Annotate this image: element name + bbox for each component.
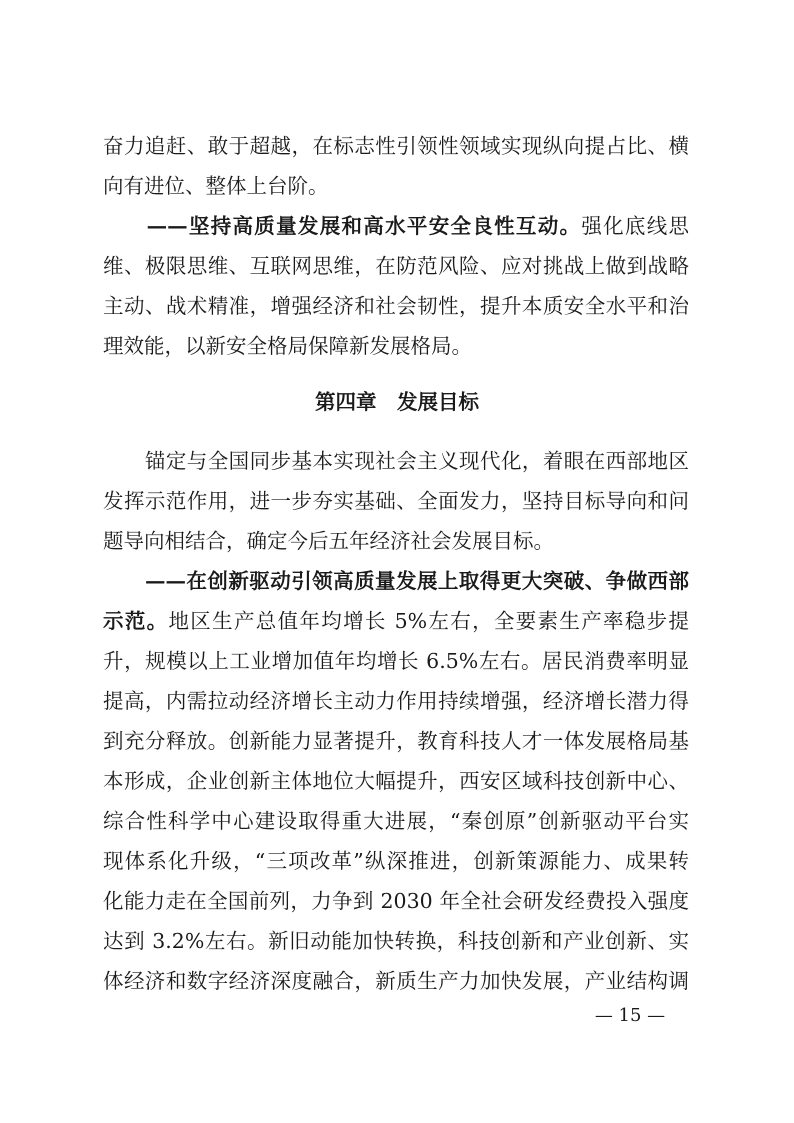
text-line — [103, 566, 689, 596]
chapter-heading: 第四章 发展目标 — [315, 390, 479, 414]
indent — [103, 569, 145, 593]
text-line: 理效能，以新安全格局保障新发展格局。 — [103, 334, 472, 358]
bold-lead-phrase: 示范。 — [103, 609, 169, 633]
text-line: 奋力追赶、敢于超越，在标志性引领性领域实现纵向提占比、横 — [103, 134, 689, 158]
text-line: 题导向相结合，确定今后五年经济社会发展目标。 — [103, 529, 554, 553]
page-number: — 15 — — [594, 1005, 666, 1026]
bold-lead-phrase: ——坚持高质量发展和高水平安全良性互动。 — [146, 214, 582, 238]
text-line: 化能力走在全国前列，力争到 2030 年全社会研发经费投入强度 — [103, 889, 689, 913]
text-line: 达到 3.2%左右。新旧动能加快转换，科技创新和产业创新、实 — [103, 929, 689, 953]
text-line: 提高，内需拉动经济增长主动力作用持续增强，经济增长潜力得 — [103, 689, 689, 713]
bold-lead-phrase: ——在创新驱动引领高质量发展上取得更大突破、争做西部 — [144, 569, 690, 593]
text-line: 维、极限思维、互联网思维，在防范风险、应对挑战上做到战略 — [103, 254, 689, 278]
text-line: 主动、战术精准，增强经济和社会韧性，提升本质安全水平和治 — [103, 294, 689, 318]
text-line: 升，规模以上工业增加值年均增长 6.5%左右。居民消费率明显 — [103, 649, 689, 673]
text-line: 现体系化升级，“三项改革”纵深推进，创新策源能力、成果转 — [103, 849, 689, 873]
text-line: 锚定与全国同步基本实现社会主义现代化，着眼在西部地区 — [103, 449, 689, 473]
text-line: 本形成，企业创新主体地位大幅提升，西安区域科技创新中心、 — [103, 769, 689, 793]
text-run: 强化底线思 — [581, 214, 690, 238]
text-line — [103, 211, 689, 241]
text-line: 发挥示范作用，进一步夯实基础、全面发力，坚持目标导向和问 — [103, 489, 689, 513]
text-line: 到充分释放。创新能力显著提升，教育科技人才一体发展格局基 — [103, 729, 689, 753]
text-line — [103, 606, 689, 636]
indent — [103, 214, 147, 238]
text-line: 综合性科学中心建设取得重大进展，“秦创原”创新驱动平台实 — [103, 809, 689, 833]
text-line: 向有进位、整体上台阶。 — [103, 174, 329, 198]
text-line: 体经济和数字经济深度融合，新质生产力加快发展，产业结构调 — [103, 969, 689, 993]
text-run: 地区生产总值年均增长 5%左右，全要素生产率稳步提 — [168, 609, 689, 633]
